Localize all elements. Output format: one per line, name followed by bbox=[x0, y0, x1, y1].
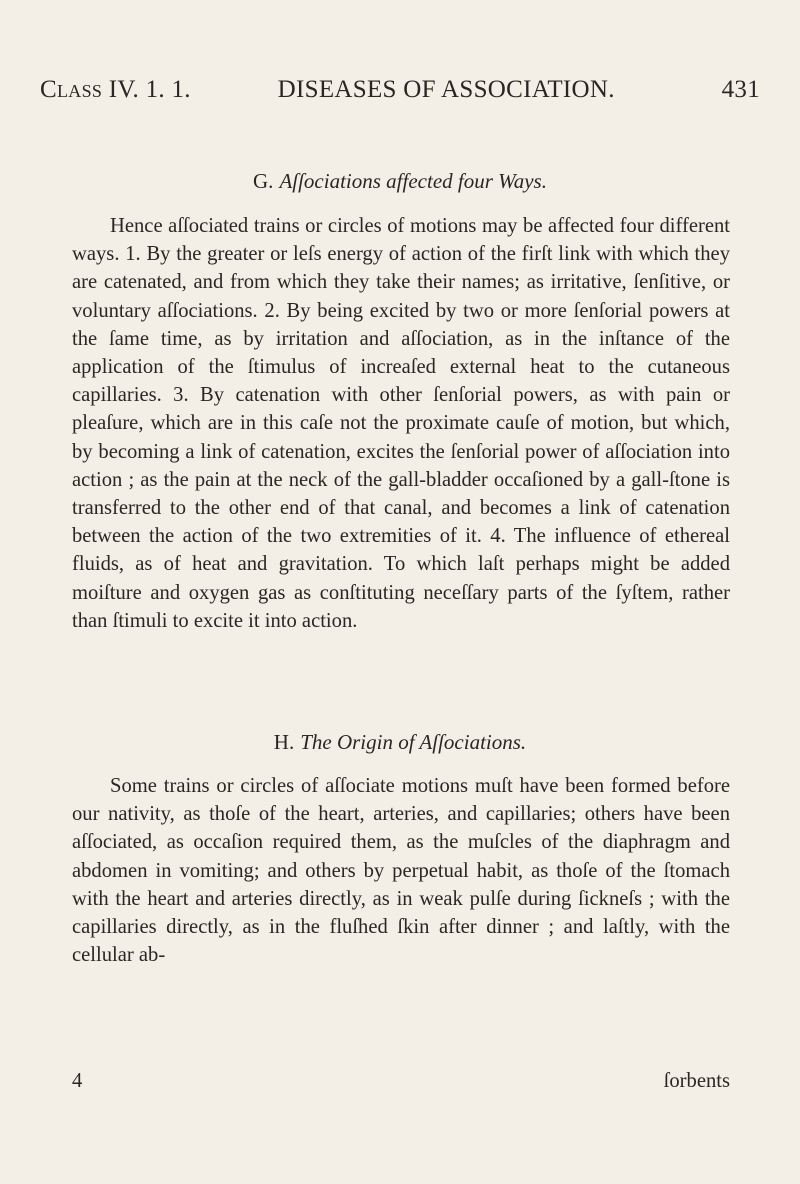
section-h-title: The Origin of Aſſociations. bbox=[300, 730, 527, 754]
running-head bbox=[40, 76, 760, 104]
section-g-label: G. bbox=[253, 169, 274, 193]
section-g-title: Aſſociations affected four Ways. bbox=[279, 169, 547, 193]
section-g-heading bbox=[0, 169, 800, 194]
class-reference: Class IV. 1. 1. bbox=[40, 76, 191, 103]
section-h-heading bbox=[0, 730, 800, 755]
running-title: DISEASES OF ASSOCIATION. bbox=[277, 76, 615, 103]
catchword: ſorbents bbox=[663, 1070, 730, 1092]
page-footer bbox=[72, 1070, 730, 1093]
section-h-paragraph: Some trains or circles of aſſociate motions muſt have been formed before our nativity, as thoſe of the heart, arteries, and capillaries; others have been aſſociated, as occaſion required them, as the muſcles of the diaphragm and abdomen in vomiting; and others by perpetual habit, as thoſe of the ſtomach with the heart and arteries directly, as in weak pulſe during ſickneſs ; with the capillaries directly, as in the fluſhed ſkin after dinner ; and laſtly, with the cellular ab- bbox=[72, 775, 730, 967]
section-h-label: H. bbox=[273, 730, 295, 754]
section-g-paragraph: Hence aſſociated trains or circles of motions may be affected four different ways. 1. By the greater or leſs energy of action of the firſt link with which they are catenated, and from which they take their names; as irritative, ſenſitive, or voluntary aſſociations. 2. By being excited by two or more ſenſorial powers at the ſame time, as by irritation and aſſociation, as in the inſtance of the application of the ſtimulus of increaſed external heat to the cutaneous capillaries. 3. By catenation with other ſenſorial powers, as with pain or pleaſure, which are in this caſe not the proximate cauſe of motion, but which, by becoming a link of catenation, excites the ſenſorial power of aſſociation into action ; as the pain at the neck of the gall-bladder occaſioned by a gall-ſtone is transferred to the other end of that canal, and becomes a link of catenation between the action of the two extremities of it. 4. The influence of ethereal fluids, as of heat and gravitation. To which laſt perhaps might be added moiſture and oxygen gas as conſtituting neceſſary parts of the ſyſtem, rather than ſtimuli to excite it into action. bbox=[72, 215, 730, 632]
page-number: 431 bbox=[721, 76, 760, 103]
signature-mark: 4 bbox=[72, 1070, 83, 1092]
